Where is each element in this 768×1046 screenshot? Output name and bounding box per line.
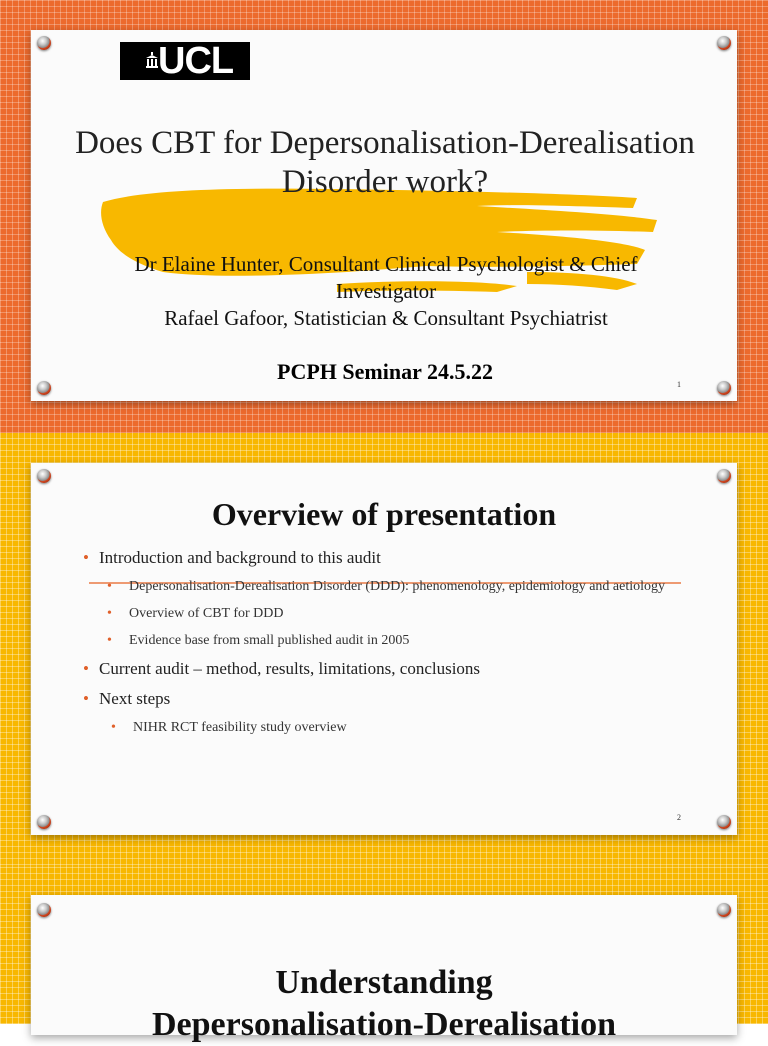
sub-bullet-item: • NIHR RCT feasibility study overview xyxy=(131,718,683,737)
pushpin-icon xyxy=(37,469,51,483)
pushpin-icon xyxy=(37,903,51,917)
slide-2 xyxy=(31,463,737,835)
sub-bullet-item: • Evidence base from small published audit in 2005 xyxy=(127,631,683,650)
slide-1-seminar: PCPH Seminar 24.5.22 xyxy=(277,359,493,384)
slide-2-title: Overview of presentation xyxy=(211,496,557,532)
ucl-logo xyxy=(120,42,250,80)
ucl-logo-text: UCL xyxy=(158,40,234,82)
pushpin-icon xyxy=(37,36,51,50)
bullet-item: • Next steps xyxy=(83,688,683,710)
bullet-item: • Current audit – method, results, limitations, conclusions xyxy=(83,658,683,680)
author-line-1: Dr Elaine Hunter, Consultant Clinical Psychologist & Chief Investigator xyxy=(134,252,638,303)
pushpin-icon xyxy=(717,469,731,483)
sub-bullet-item: • Overview of CBT for DDD xyxy=(127,604,683,623)
slide-number: 1 xyxy=(677,380,681,389)
portico-icon xyxy=(146,52,158,68)
pushpin-icon xyxy=(37,381,51,395)
slide-1 xyxy=(31,30,737,401)
pushpin-icon xyxy=(717,815,731,829)
slide-3-title-line-2: Depersonalisation-Derealisation xyxy=(151,1006,616,1043)
pushpin-icon xyxy=(37,815,51,829)
bullet-item: • Introduction and background to this audit xyxy=(83,547,683,569)
slide-3-title xyxy=(0,962,768,1046)
bullet-list xyxy=(83,547,683,745)
pushpin-icon xyxy=(717,903,731,917)
pushpin-icon xyxy=(717,381,731,395)
pushpin-icon xyxy=(717,36,731,50)
slide-1-title: Does CBT for Depersonalisation-Derealisation Disorder work? xyxy=(75,125,695,200)
slide-1-authors xyxy=(91,251,681,332)
sub-bullet-item: • Depersonalisation-Derealisation Disorder (DDD): phenomenology, epidemiology and aetiology xyxy=(127,577,683,596)
slide-number: 2 xyxy=(677,813,681,822)
slide-3-title-line-1: Understanding xyxy=(275,964,493,1001)
author-line-2: Rafael Gafoor, Statistician & Consultant Psychiatrist xyxy=(164,306,608,330)
